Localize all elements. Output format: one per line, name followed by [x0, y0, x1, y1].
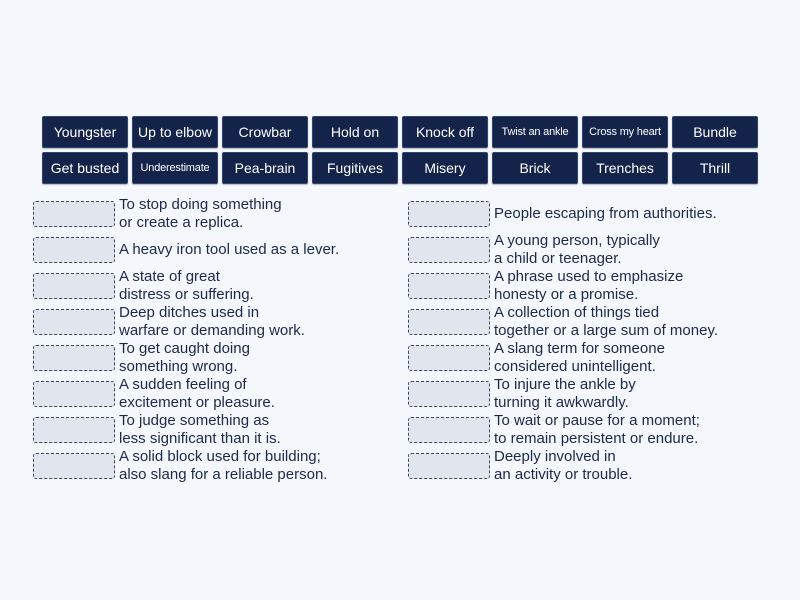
tile-pea-brain[interactable]: Pea-brain — [222, 152, 308, 184]
definition-text: Deep ditches used in warfare or demanding work. — [119, 304, 305, 339]
definition-text: A slang term for someone considered unintelligent. — [494, 340, 665, 375]
definition-row — [408, 268, 778, 304]
definition-text: To judge something as less significant than it is. — [119, 412, 281, 447]
tile-trenches[interactable]: Trenches — [582, 152, 668, 184]
definition-row — [408, 196, 778, 232]
definition-row — [408, 340, 778, 376]
definition-text: To injure the ankle by turning it awkwardly. — [494, 376, 636, 411]
answer-drop-slot[interactable] — [408, 201, 490, 227]
definition-row — [33, 340, 393, 376]
definition-text: A collection of things tied together or a large sum of money. — [494, 304, 719, 339]
tile-hold-on[interactable]: Hold on — [312, 116, 398, 148]
answer-drop-slot[interactable] — [33, 417, 115, 443]
answer-drop-slot[interactable] — [408, 309, 490, 335]
answer-drop-slot[interactable] — [408, 237, 490, 263]
definition-text: To stop doing something or create a replica. — [119, 196, 282, 231]
definition-row — [33, 268, 393, 304]
tile-underestimate[interactable]: Underestimate — [132, 152, 218, 184]
answer-drop-slot[interactable] — [408, 345, 490, 371]
tile-thrill[interactable]: Thrill — [672, 152, 758, 184]
definition-text: A sudden feeling of excitement or pleasure. — [119, 376, 275, 411]
answer-drop-slot[interactable] — [408, 453, 490, 479]
definition-row — [33, 448, 393, 484]
definition-row — [408, 304, 778, 340]
definition-text: A heavy iron tool used as a lever. — [119, 241, 340, 258]
definitions-left-column — [33, 196, 393, 484]
answer-drop-slot[interactable] — [408, 417, 490, 443]
answer-drop-slot[interactable] — [33, 309, 115, 335]
answer-drop-slot[interactable] — [33, 453, 115, 479]
definition-row — [33, 196, 393, 232]
definition-row — [408, 448, 778, 484]
answer-drop-slot[interactable] — [33, 237, 115, 263]
answer-drop-slot[interactable] — [33, 345, 115, 371]
tile-row-1 — [42, 116, 758, 148]
answer-drop-slot[interactable] — [33, 273, 115, 299]
tile-brick[interactable]: Brick — [492, 152, 578, 184]
definition-text: To get caught doing something wrong. — [119, 340, 250, 375]
answer-drop-slot[interactable] — [408, 381, 490, 407]
tile-cross-my-heart[interactable]: Cross my heart — [582, 116, 668, 148]
answer-drop-slot[interactable] — [33, 381, 115, 407]
definitions-right-column — [408, 196, 778, 484]
tile-fugitives[interactable]: Fugitives — [312, 152, 398, 184]
definition-text: A state of great distress or suffering. — [119, 268, 254, 303]
definition-row — [33, 412, 393, 448]
tile-misery[interactable]: Misery — [402, 152, 488, 184]
definition-text: To wait or pause for a moment; to remain persistent or endure. — [494, 412, 700, 447]
definition-text: People escaping from authorities. — [494, 205, 717, 222]
definition-text: A young person, typically a child or teenager. — [494, 232, 660, 267]
definition-row — [33, 232, 393, 268]
tile-knock-off[interactable]: Knock off — [402, 116, 488, 148]
definition-row — [33, 304, 393, 340]
tile-row-2 — [42, 152, 758, 184]
definition-text: A solid block used for building; also slang for a reliable person. — [119, 448, 328, 483]
definition-row — [408, 412, 778, 448]
answer-drop-slot[interactable] — [408, 273, 490, 299]
tile-twist-an-ankle[interactable]: Twist an ankle — [492, 116, 578, 148]
tile-up-to-elbow[interactable]: Up to elbow — [132, 116, 218, 148]
tile-crowbar[interactable]: Crowbar — [222, 116, 308, 148]
tile-youngster[interactable]: Youngster — [42, 116, 128, 148]
definition-text: Deeply involved in an activity or trouble. — [494, 448, 633, 483]
tile-get-busted[interactable]: Get busted — [42, 152, 128, 184]
definition-row — [33, 376, 393, 412]
answer-tiles — [42, 116, 758, 188]
tile-bundle[interactable]: Bundle — [672, 116, 758, 148]
definition-text: A phrase used to emphasize honesty or a promise. — [494, 268, 684, 303]
definition-row — [408, 376, 778, 412]
answer-drop-slot[interactable] — [33, 201, 115, 227]
definition-row — [408, 232, 778, 268]
